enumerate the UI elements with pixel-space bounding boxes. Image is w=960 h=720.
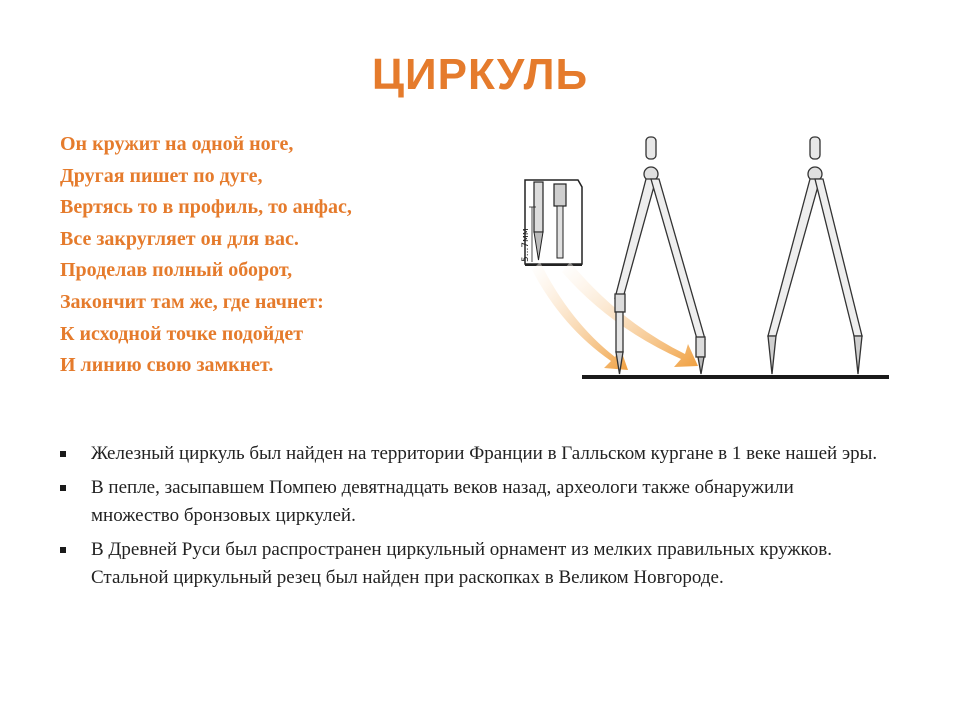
poem-line: Вертясь то в профиль, то анфас, — [60, 196, 352, 219]
compass-1 — [615, 137, 705, 374]
bullet-icon — [60, 485, 66, 491]
poem-line: И линию свою замкнет. — [60, 354, 274, 377]
compass-drawing-icon — [470, 122, 920, 402]
poem-line: Другая пишет по дуге, — [60, 164, 263, 187]
fact-text: Железный циркуль был найден на территории Франции в Галльском кургане в 1 веке нашей эры. — [91, 443, 878, 464]
list-item — [58, 474, 878, 530]
facts-list — [58, 440, 878, 598]
compass-illustration — [470, 122, 920, 402]
list-item — [58, 440, 878, 468]
poem-line: Проделав полный оборот, — [60, 259, 293, 282]
bullet-icon — [60, 451, 66, 457]
poem-line: Закончит там же, где начнет: — [60, 290, 324, 313]
poem-line: Он кружит на одной ноге, — [60, 133, 294, 155]
slide-title: ЦИРКУЛЬ — [371, 50, 589, 99]
compass-2 — [768, 137, 862, 374]
fact-text: В пепле, засыпавшем Помпею девятнадцать веков назад, археологи также обнаружили множество бронзовых циркулей. — [91, 477, 794, 526]
list-item — [58, 536, 878, 592]
bullet-icon — [60, 547, 66, 553]
ground-line — [582, 375, 889, 379]
poem — [60, 129, 490, 382]
poem-line: К исходной точке подойдет — [60, 322, 304, 345]
zoom-inset — [521, 180, 582, 265]
fact-text: В Древней Руси был распространен циркульный орнамент из мелких правильных кружков. Стальной циркульный резец был найден при раскопках в Великом Новгороде. — [91, 539, 832, 588]
dimension-label: 5...7мм — [521, 228, 531, 262]
poem-line: Все закругляет он для вас. — [60, 227, 299, 250]
arrow-right — [562, 262, 698, 367]
